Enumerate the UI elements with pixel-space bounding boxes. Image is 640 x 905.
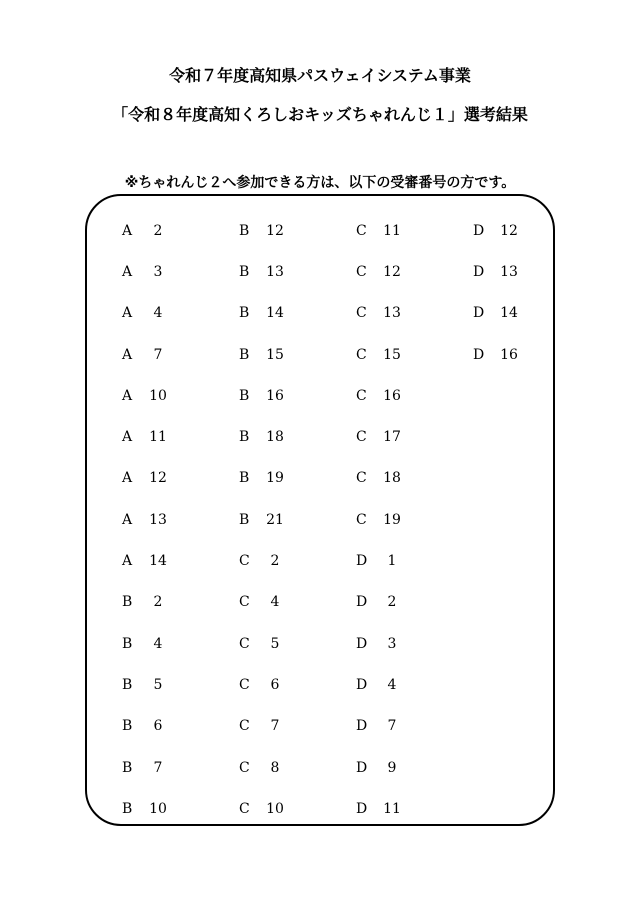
- entry-number: 8: [270, 759, 280, 776]
- entry-group-letter: C: [239, 635, 250, 652]
- exam-number-entry: [356, 375, 405, 416]
- exam-number-entry: [473, 293, 522, 334]
- exam-number-entry: [122, 582, 171, 623]
- entry-group-letter: D: [356, 635, 368, 652]
- entry-number: 16: [500, 346, 518, 363]
- exam-number-entry: [473, 210, 522, 251]
- entry-group-letter: C: [239, 759, 250, 776]
- entry-number: 13: [383, 305, 401, 322]
- entry-group-letter: C: [239, 594, 250, 611]
- entry-number: 4: [387, 676, 397, 693]
- entry-group-letter: B: [239, 387, 250, 404]
- entry-group-letter: C: [356, 429, 367, 446]
- entry-group-letter: A: [122, 263, 133, 280]
- exam-number-entry: [356, 664, 405, 705]
- exam-number-entry: [122, 334, 171, 375]
- entry-number: 2: [153, 222, 163, 239]
- exam-number-entry: [356, 251, 405, 292]
- exam-number-entry: [473, 334, 522, 375]
- exam-number-entry: [356, 210, 405, 251]
- exam-number-entry: [239, 540, 288, 581]
- entry-group-letter: B: [122, 594, 133, 611]
- entry-group-letter: B: [122, 759, 133, 776]
- entry-number: 7: [153, 759, 163, 776]
- entry-group-letter: B: [239, 429, 250, 446]
- entry-group-letter: D: [356, 759, 368, 776]
- exam-number-entry: [122, 293, 171, 334]
- exam-number-entry: [356, 788, 405, 829]
- entry-number: 18: [266, 429, 284, 446]
- notice-text: ※ちゃれんじ２へ参加できる方は、以下の受審番号の方です。: [124, 175, 516, 191]
- entry-number: 10: [149, 387, 167, 404]
- entry-group-letter: D: [356, 676, 368, 693]
- entry-group-letter: C: [239, 718, 250, 735]
- exam-number-entry: [356, 458, 405, 499]
- entry-group-letter: D: [473, 346, 485, 363]
- entry-number: 2: [153, 594, 163, 611]
- exam-number-entry: [239, 788, 288, 829]
- entry-group-letter: D: [356, 718, 368, 735]
- exam-number-entry: [356, 706, 405, 747]
- exam-number-entry: [122, 540, 171, 581]
- exam-number-entry: [122, 747, 171, 788]
- entry-group-letter: D: [356, 800, 368, 817]
- entry-number: 7: [270, 718, 280, 735]
- exam-number-list-box: [85, 194, 555, 826]
- entry-group-letter: B: [122, 635, 133, 652]
- exam-number-entry: [239, 706, 288, 747]
- entry-number: 1: [387, 553, 397, 570]
- entry-number: 7: [153, 346, 163, 363]
- exam-number-entry: [239, 334, 288, 375]
- entry-number: 21: [266, 511, 284, 528]
- entry-number: 12: [266, 222, 284, 239]
- entry-number: 14: [149, 553, 167, 570]
- entry-number: 4: [153, 305, 163, 322]
- entry-group-letter: C: [356, 346, 367, 363]
- entry-group-letter: B: [239, 511, 250, 528]
- exam-number-entry: [122, 664, 171, 705]
- entry-group-letter: A: [122, 470, 133, 487]
- entry-number: 3: [387, 635, 397, 652]
- entry-group-letter: C: [356, 511, 367, 528]
- entry-number: 3: [153, 263, 163, 280]
- entry-number: 9: [387, 759, 397, 776]
- exam-number-entry: [473, 251, 522, 292]
- exam-number-entry: [239, 664, 288, 705]
- exam-number-entry: [122, 706, 171, 747]
- entry-group-letter: C: [356, 222, 367, 239]
- exam-number-entry: [122, 788, 171, 829]
- entry-group-letter: C: [356, 263, 367, 280]
- exam-number-entry: [239, 375, 288, 416]
- entry-group-letter: B: [239, 305, 250, 322]
- entry-group-letter: C: [356, 305, 367, 322]
- entry-number: 14: [266, 305, 284, 322]
- entry-number: 16: [266, 387, 284, 404]
- number-column-4: [473, 210, 522, 375]
- exam-number-entry: [356, 540, 405, 581]
- entry-group-letter: C: [356, 470, 367, 487]
- entry-group-letter: B: [122, 676, 133, 693]
- entry-group-letter: A: [122, 346, 133, 363]
- exam-number-entry: [122, 499, 171, 540]
- exam-number-entry: [356, 334, 405, 375]
- entry-group-letter: D: [473, 263, 485, 280]
- exam-number-entry: [239, 210, 288, 251]
- exam-number-entry: [122, 416, 171, 457]
- entry-group-letter: B: [122, 800, 133, 817]
- entry-group-letter: A: [122, 511, 133, 528]
- entry-number: 11: [149, 429, 167, 446]
- entry-number: 12: [149, 470, 167, 487]
- entry-number: 5: [153, 676, 163, 693]
- entry-number: 10: [149, 800, 167, 817]
- entry-number: 18: [383, 470, 401, 487]
- entry-number: 4: [270, 594, 280, 611]
- exam-number-entry: [239, 582, 288, 623]
- entry-number: 7: [387, 718, 397, 735]
- exam-number-entry: [122, 375, 171, 416]
- exam-number-entry: [122, 210, 171, 251]
- entry-group-letter: B: [239, 222, 250, 239]
- entry-group-letter: B: [239, 263, 250, 280]
- entry-group-letter: A: [122, 387, 133, 404]
- entry-group-letter: D: [473, 305, 485, 322]
- entry-group-letter: D: [356, 553, 368, 570]
- exam-number-entry: [239, 251, 288, 292]
- entry-number: 2: [387, 594, 397, 611]
- entry-group-letter: C: [239, 676, 250, 693]
- entry-number: 13: [500, 263, 518, 280]
- entry-number: 19: [266, 470, 284, 487]
- exam-number-entry: [239, 458, 288, 499]
- entry-number: 17: [383, 429, 401, 446]
- exam-number-entry: [239, 499, 288, 540]
- number-column-3: [356, 210, 405, 829]
- exam-number-entry: [356, 747, 405, 788]
- page-title-line-1: 令和７年度高知県パスウェイシステム事業: [169, 66, 471, 85]
- exam-number-entry: [356, 416, 405, 457]
- exam-number-entry: [356, 582, 405, 623]
- exam-number-entry: [356, 623, 405, 664]
- exam-number-entry: [122, 251, 171, 292]
- entry-number: 15: [383, 346, 401, 363]
- exam-number-entry: [239, 416, 288, 457]
- entry-group-letter: A: [122, 429, 133, 446]
- entry-number: 19: [383, 511, 401, 528]
- entry-number: 6: [153, 718, 163, 735]
- number-column-1: [122, 210, 171, 829]
- entry-number: 13: [266, 263, 284, 280]
- entry-number: 6: [270, 676, 280, 693]
- exam-number-entry: [239, 623, 288, 664]
- entry-number: 12: [383, 263, 401, 280]
- entry-group-letter: C: [239, 553, 250, 570]
- entry-group-letter: C: [239, 800, 250, 817]
- exam-number-entry: [122, 623, 171, 664]
- entry-group-letter: D: [473, 222, 485, 239]
- entry-number: 14: [500, 305, 518, 322]
- entry-number: 2: [270, 553, 280, 570]
- entry-group-letter: C: [356, 387, 367, 404]
- entry-group-letter: A: [122, 553, 133, 570]
- entry-number: 15: [266, 346, 284, 363]
- exam-number-entry: [239, 293, 288, 334]
- entry-group-letter: B: [122, 718, 133, 735]
- exam-number-entry: [122, 458, 171, 499]
- entry-group-letter: A: [122, 305, 133, 322]
- entry-number: 11: [383, 800, 401, 817]
- entry-number: 16: [383, 387, 401, 404]
- entry-number: 4: [153, 635, 163, 652]
- entry-number: 5: [270, 635, 280, 652]
- number-column-2: [239, 210, 288, 829]
- exam-number-entry: [356, 293, 405, 334]
- page-title-line-2: 「令和８年度高知くろしおキッズちゃれんじ１」選考結果: [112, 105, 528, 124]
- entry-group-letter: B: [239, 470, 250, 487]
- entry-group-letter: B: [239, 346, 250, 363]
- entry-number: 12: [500, 222, 518, 239]
- exam-number-entry: [356, 499, 405, 540]
- entry-group-letter: A: [122, 222, 133, 239]
- entry-number: 10: [266, 800, 284, 817]
- entry-number: 11: [383, 222, 401, 239]
- exam-number-entry: [239, 747, 288, 788]
- entry-number: 13: [149, 511, 167, 528]
- entry-group-letter: D: [356, 594, 368, 611]
